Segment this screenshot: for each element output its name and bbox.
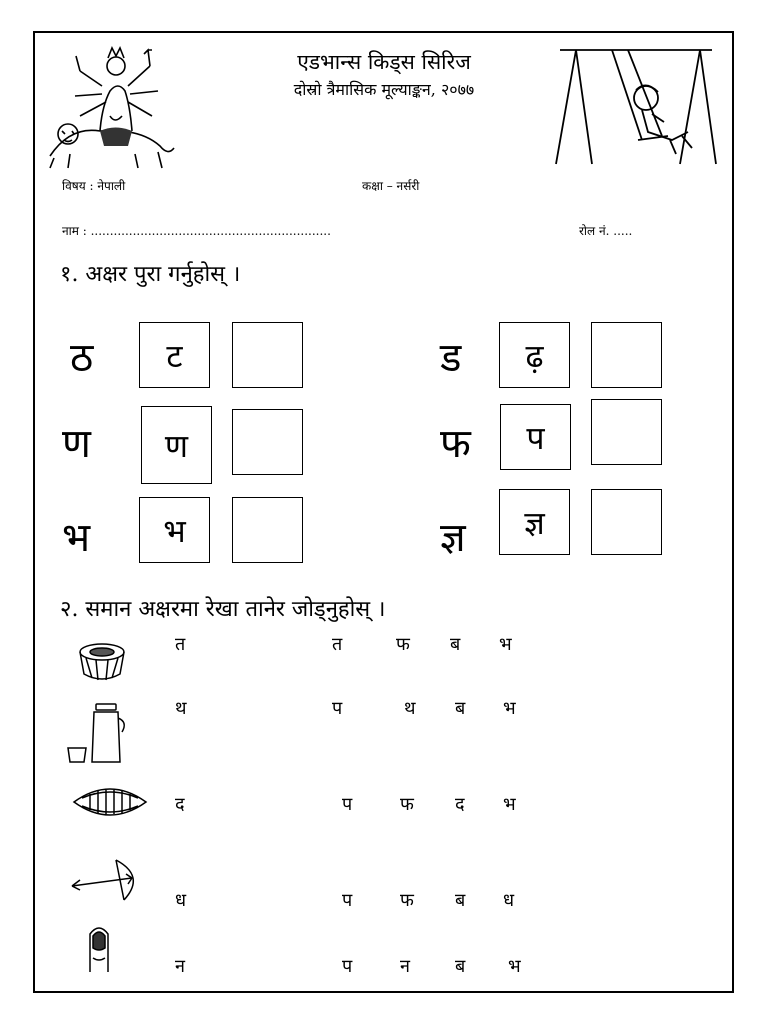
subject-label: विषय : नेपाली (62, 179, 126, 193)
match-option[interactable]: न (400, 956, 410, 977)
match-option[interactable]: ब (455, 698, 466, 719)
partial-letter-box: ट (139, 322, 210, 388)
bow-arrow-icon (66, 856, 146, 904)
letter-da: ड (440, 335, 462, 381)
partial-letter-box: भ (139, 497, 210, 563)
match-option[interactable]: प (342, 956, 353, 977)
answer-box[interactable] (591, 399, 662, 465)
fingernail-icon (84, 922, 114, 974)
letter-na: ण (62, 421, 91, 467)
match-option[interactable]: ब (455, 890, 466, 911)
flask-cup-icon (64, 700, 134, 768)
roll-number-field[interactable]: रोल नं. ..... (579, 224, 633, 238)
match-option[interactable]: फ (400, 794, 414, 815)
letter-pha: फ (440, 421, 471, 467)
partial-letter-box: ण (141, 406, 212, 484)
answer-box[interactable] (591, 322, 662, 388)
match-option[interactable]: फ (396, 634, 410, 655)
teeth-icon (70, 778, 150, 828)
letter-tha: ठ (70, 335, 94, 381)
match-letter: थ (175, 698, 187, 719)
question-1-heading: १. अक्षर पुरा गर्नुहोस् । (60, 262, 241, 287)
match-letter: ध (175, 890, 187, 911)
partial-letter-box: प (500, 404, 571, 470)
match-option[interactable]: ब (455, 956, 466, 977)
match-option[interactable]: भ (499, 634, 512, 655)
school-title: एडभान्स किड्स सिरिज (297, 50, 471, 74)
match-letter: न (175, 956, 185, 977)
match-option[interactable]: प (342, 794, 353, 815)
match-letter: त (175, 634, 186, 655)
match-option[interactable]: ब (450, 634, 461, 655)
answer-box[interactable] (232, 497, 303, 563)
match-option[interactable]: द (455, 794, 465, 815)
match-option[interactable]: फ (400, 890, 414, 911)
match-option[interactable]: भ (503, 698, 516, 719)
student-name-field[interactable]: नाम : ............................................................... (62, 224, 331, 238)
letter-bha: भ (62, 515, 91, 561)
question-2-heading: २. समान अक्षरमा रेखा तानेर जोड्नुहोस् । (60, 597, 386, 622)
match-option[interactable]: प (332, 698, 343, 719)
letter-gya: ज्ञ (440, 515, 466, 561)
partial-letter-box: ढ़ (499, 322, 570, 388)
answer-box[interactable] (232, 409, 303, 475)
match-option[interactable]: प (342, 890, 353, 911)
match-option[interactable]: त (332, 634, 343, 655)
match-option[interactable]: थ (404, 698, 416, 719)
exam-title: दोस्रो त्रैमासिक मूल्याङ्कन, २०७७ (293, 80, 475, 99)
match-option[interactable]: भ (508, 956, 521, 977)
answer-box[interactable] (232, 322, 303, 388)
match-option[interactable]: ध (503, 890, 515, 911)
match-letter: द (175, 794, 185, 815)
match-option[interactable]: भ (503, 794, 516, 815)
partial-letter-box: ज्ञ (499, 489, 570, 555)
answer-box[interactable] (591, 489, 662, 555)
drum-icon (74, 640, 130, 684)
class-label: कक्षा – नर्सरी (362, 179, 420, 193)
